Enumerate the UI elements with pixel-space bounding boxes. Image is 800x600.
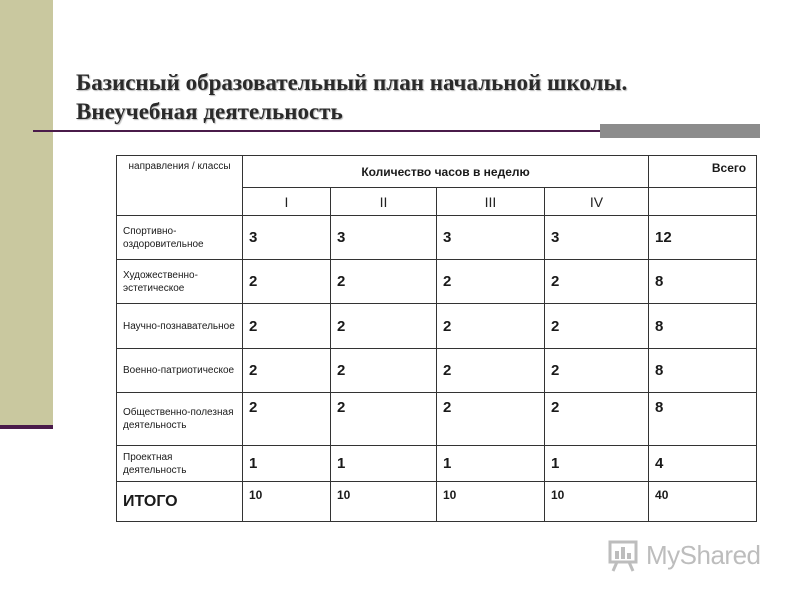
row-value: 2 — [437, 349, 545, 393]
grade-header: II — [331, 188, 437, 216]
row-label: Военно-патриотическое — [117, 349, 243, 393]
decorative-side-bar — [0, 0, 53, 425]
row-total: 8 — [649, 304, 757, 349]
row-value: 1 — [243, 446, 331, 482]
row-total: 8 — [649, 393, 757, 446]
row-value: 2 — [437, 304, 545, 349]
row-value: 2 — [437, 393, 545, 446]
empty-cell — [649, 188, 757, 216]
myshared-watermark — [606, 536, 766, 576]
header-total: Всего — [649, 156, 757, 188]
table-row — [117, 260, 757, 304]
table-row — [117, 446, 757, 482]
watermark-text: MyShared — [646, 540, 761, 570]
table-row — [117, 216, 757, 260]
row-value: 1 — [545, 446, 649, 482]
header-hours-per-week: Количество часов в неделю — [243, 156, 649, 188]
row-value: 1 — [437, 446, 545, 482]
row-value: 2 — [243, 393, 331, 446]
row-value: 2 — [545, 349, 649, 393]
table-header-row — [117, 156, 757, 188]
row-value: 2 — [331, 393, 437, 446]
header-directions: направления / классы — [117, 156, 243, 216]
row-value: 3 — [545, 216, 649, 260]
row-value: 3 — [331, 216, 437, 260]
row-value: 1 — [331, 446, 437, 482]
grand-total: 40 — [649, 482, 757, 522]
table-row — [117, 393, 757, 446]
decorative-side-line — [0, 425, 53, 429]
total-value: 10 — [243, 482, 331, 522]
grade-header: I — [243, 188, 331, 216]
row-label: Спортивно-оздоровительное — [117, 216, 243, 260]
row-label: Художественно-эстетическое — [117, 260, 243, 304]
row-value: 2 — [243, 260, 331, 304]
row-total: 8 — [649, 349, 757, 393]
row-total: 12 — [649, 216, 757, 260]
row-value: 2 — [545, 393, 649, 446]
row-value: 2 — [437, 260, 545, 304]
total-row — [117, 482, 757, 522]
row-value: 2 — [331, 349, 437, 393]
title-line-2: Внеучебная деятельность — [76, 99, 343, 124]
grade-header: IV — [545, 188, 649, 216]
row-label: Проектная деятельность — [117, 446, 243, 482]
table-row — [117, 304, 757, 349]
total-value: 10 — [331, 482, 437, 522]
title-underline — [33, 130, 600, 132]
row-label: Общественно-полезная деятельность — [117, 393, 243, 446]
row-value: 2 — [243, 349, 331, 393]
row-value: 2 — [545, 304, 649, 349]
row-value: 2 — [331, 304, 437, 349]
row-value: 2 — [331, 260, 437, 304]
table-row — [117, 349, 757, 393]
row-total: 4 — [649, 446, 757, 482]
title-decor-block — [600, 124, 760, 138]
total-value: 10 — [437, 482, 545, 522]
curriculum-table — [116, 155, 757, 522]
total-value: 10 — [545, 482, 649, 522]
total-label: ИТОГО — [117, 482, 243, 522]
grade-header: III — [437, 188, 545, 216]
title-line-1: Базисный образовательный план начальной школы. — [76, 70, 628, 95]
row-label: Научно-познавательное — [117, 304, 243, 349]
row-total: 8 — [649, 260, 757, 304]
row-value: 3 — [243, 216, 331, 260]
presentation-board-icon — [606, 538, 642, 574]
page-title — [76, 68, 627, 126]
row-value: 3 — [437, 216, 545, 260]
row-value: 2 — [243, 304, 331, 349]
row-value: 2 — [545, 260, 649, 304]
